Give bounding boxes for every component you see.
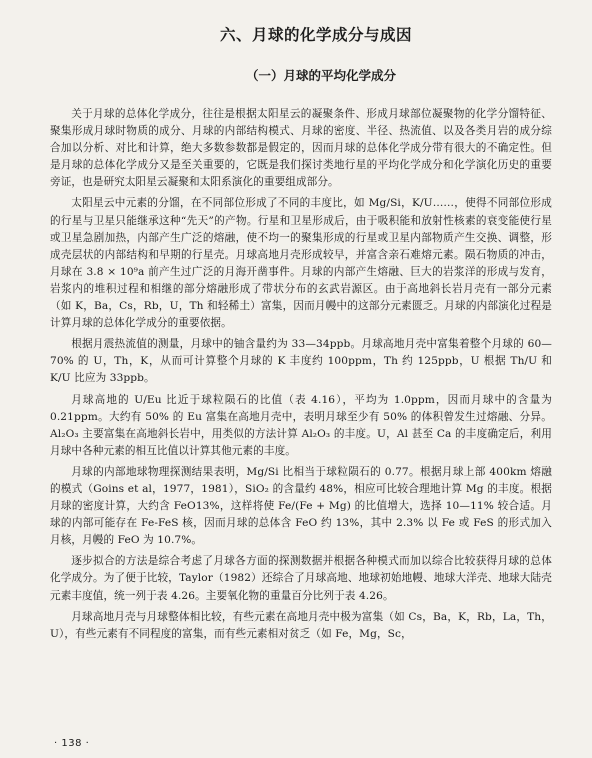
paragraph: 月球高地的 U/Eu 比近于球粒陨石的比值（表 4.16），平均为 1.0ppm，因而月球中的含量为 0.21ppm。大约有 50% 的 Eu 富集在高地月壳中，表明月球至少有 50% 的体积曾发生过熔融、分异。Al₂O₃ 主要富集在高地斜长岩中，用类似的方法计算 Al₂O₃ 的丰度。U，Al 甚至 Ca 的丰度确定后，利用月球中各种元素的相互比值以计算其他元素的丰度。	[50, 393, 552, 457]
chapter-title: 六、月球的化学成分与成因	[219, 26, 412, 44]
paragraph: 太阳星云中元素的分馏，在不同部位形成了不同的丰度比，如 Mg/Si，K/U……，使得不同部位形成的行星与卫星只能继承这种“先天”的产物。行星和卫星形成后，由于吸积能和放射性核素的衰变能使行星或卫星急剧加热，内部产生广泛的熔融，使不均一的聚集形成的行星或卫星内部物质产生交换、调整，形成壳层状的内部结构和早期的行星壳。月球高地月壳形成较早，并富含亲石难熔元素。陨石物质的冲击，月球在 3.8 × 10⁹a 前产生过广泛的月海开凿事件。月球的内部产生熔融、巨大的岩浆洋的形成与发育，岩浆内的堆积过程和相继的部分熔融形成了带状分布的玄武岩源区。由于高地斜长岩月壳有一部分元素（如 K，Ba，Cs，Rb，U，Th 和轻稀土）富集，因而月幔中的这部分元素匮乏。月球的内部演化过程是计算月球的总体化学成分的重要依据。	[50, 197, 552, 330]
page-number: · 138 ·	[54, 738, 90, 749]
body-text	[50, 106, 552, 643]
paragraph: 关于月球的总体化学成分，往往是根据太阳星云的凝聚条件、形成月球部位凝聚物的化学分馏特征、聚集形成月球时物质的成分、月球的内部结构模式、月球的密度、半径、热流值、以及各类月岩的成分综合加以分析、对比和计算，绝大多数参数都是假定的，因而月球的总体化学成分带有很大的不确定性。但是月球的总体化学成分又是至关重要的，它既是我们探讨类地行星的平均化学成分和化学演化历史的重要旁证，也是研究太阳星云凝聚和太阳系演化的重要组成部分。	[50, 108, 552, 189]
paragraph: 月球的内部地球物理探测结果表明，Mg/Si 比相当于球粒陨石的 0.77。根据月球上部 400km 熔融的模式（Goins et al，1977，1981），SiO₂ 的含量约 48%，相应可比较合理地计算 Mg 的丰度。根据月球的密度计算，大约含 FeO13%，这样将使 Fe/(Fe + Mg) 的比值增大，选择 10—11% 较合适。月球的内部可能存在 Fe-FeS 核，因而月球的总体含 FeO 约 13%，其中 2.3% 以 Fe 或 FeS 的形式加入月核，月幔的 FeO 为 10.7%。	[50, 465, 552, 547]
paragraph: 月球高地月壳与月球整体相比较，有些元素在高地月壳中极为富集（如 Cs，Ba，K，Rb，La，Th，U），有些元素有不同程度的富集，而有些元素相对贫乏（如 Fe，Mg，Sc，	[50, 610, 552, 640]
paragraph: 逐步拟合的方法是综合考虑了月球各方面的探测数据并根据各种模式而加以综合比较获得月球的总体化学成分。为了便于比较，Taylor（1982）还综合了月球高地、地球初始地幔、地球大洋壳、地球大陆壳元素丰度值，统一列于表 4.26。主要氧化物的重量百分比列于表 4.26。	[50, 555, 552, 602]
paragraph: 根据月震热流值的测量，月球中的铀含量约为 33—34ppb。月球高地月壳中富集着整个月球的 60—70% 的 U，Th，K，从而可计算整个月球的 K 丰度约 100ppm，Th 约 125ppb，U 根据 Th/U 和 K/U 比应为 33ppb。	[50, 338, 552, 385]
section-title: （一）月球的平均化学成分	[245, 68, 396, 83]
